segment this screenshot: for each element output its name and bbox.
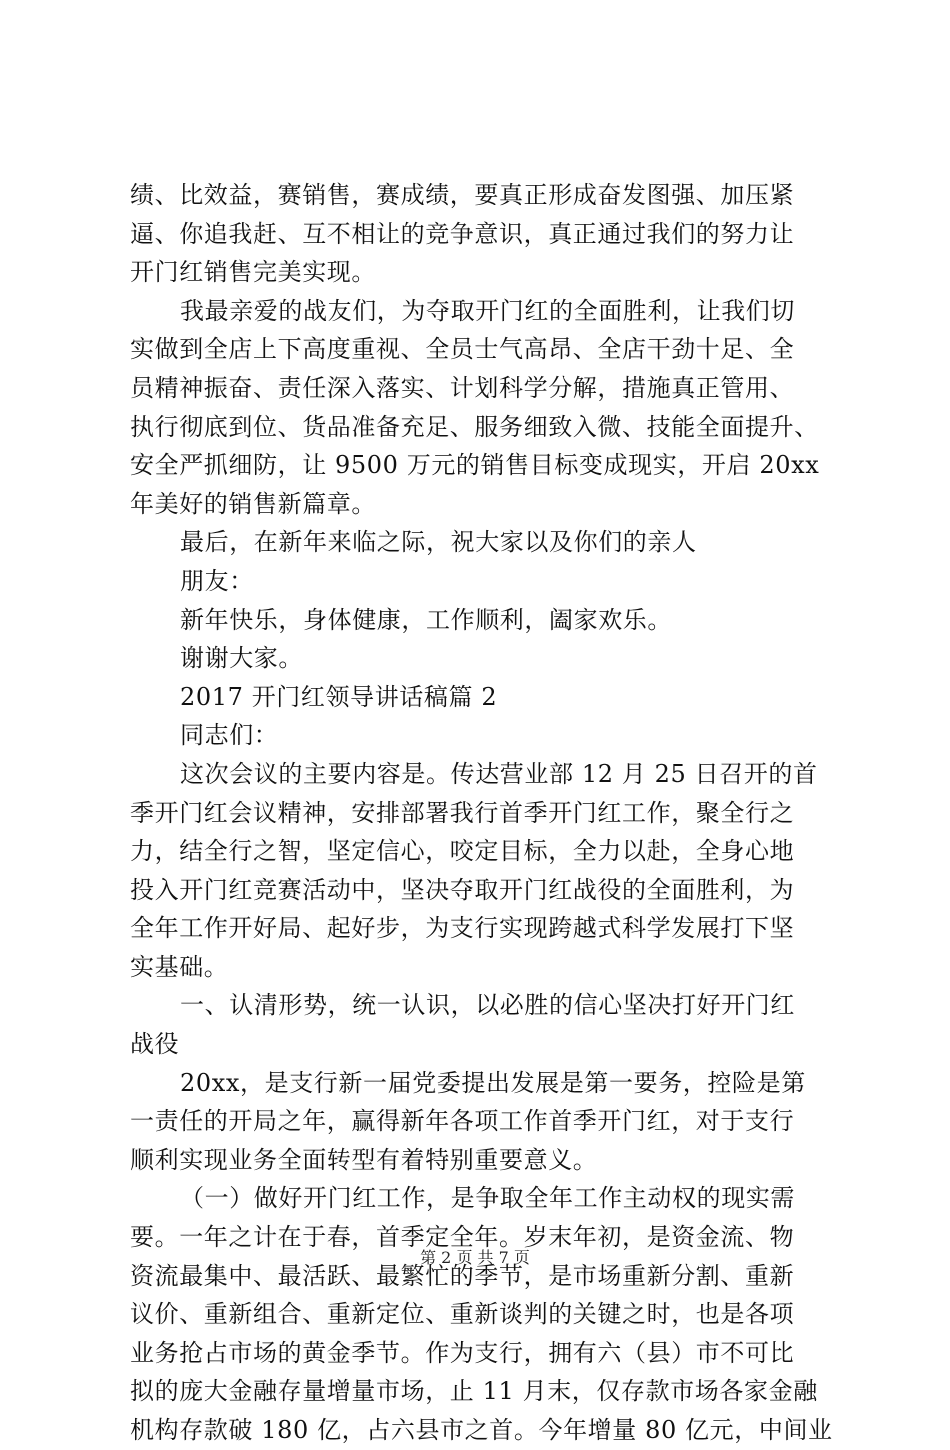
- text-line: 执行彻底到位、货品准备充足、服务细致入微、技能全面提升、: [130, 412, 819, 441]
- text-line: 一责任的开局之年，赢得新年各项工作首季开门红，对于支行: [130, 1107, 795, 1136]
- text-line: 朋友：: [180, 566, 254, 595]
- text-line: 实做到全店上下高度重视、全员士气高昂、全店干劲十足、全: [130, 335, 795, 364]
- text-line: 年美好的销售新篇章。: [130, 489, 376, 518]
- text-line: （一）做好开门红工作，是争取全年工作主动权的现实需: [180, 1184, 795, 1213]
- text-line: 谢谢大家。: [180, 644, 303, 673]
- text-line: 战役: [130, 1030, 180, 1059]
- text-line: 议价、重新组合、重新定位、重新谈判的关键之时，也是各项: [130, 1300, 795, 1329]
- text-line: 全年工作开好局、起好步，为支行实现跨越式科学发展打下坚: [130, 914, 795, 943]
- page-number-footer: 第 2 页 共 7 页: [420, 1248, 530, 1267]
- text-line: 季开门红会议精神，安排部署我行首季开门红工作，聚全行之: [130, 798, 795, 827]
- text-line: 资流最集中、最活跃、最繁忙的季节，是市场重新分割、重新: [130, 1261, 795, 1290]
- section-heading: 2017 开门红领导讲话稿篇 2: [180, 682, 498, 711]
- text-line: 力，结全行之智，坚定信心，咬定目标，全力以赴，全身心地: [130, 837, 795, 866]
- text-line: 顺利实现业务全面转型有着特别重要意义。: [130, 1145, 598, 1174]
- text-line: 员精神振奋、责任深入落实、计划科学分解，措施真正管用、: [130, 373, 795, 402]
- text-line: 一、认清形势，统一认识，以必胜的信心坚决打好开门红: [180, 991, 795, 1020]
- text-line: 投入开门红竞赛活动中，坚决夺取开门红战役的全面胜利，为: [130, 875, 795, 904]
- text-line: 业务抢占市场的黄金季节。作为支行，拥有六（县）市不可比: [130, 1338, 795, 1367]
- text-line: 20xx，是支行新一届党委提出发展是第一要务，控险是第: [180, 1068, 806, 1097]
- text-line: 拟的庞大金融存量增量市场，止 11 月末，仅存款市场各家金融: [130, 1377, 818, 1406]
- text-line: 同志们：: [180, 721, 279, 750]
- text-line: 逼、你追我赶、互不相让的竞争意识，真正通过我们的努力让: [130, 219, 795, 248]
- text-line: 新年快乐，身体健康，工作顺利，阖家欢乐。: [180, 605, 672, 634]
- text-line: 机构存款破 180 亿，占六县市之首。今年增量 80 亿元，中间业: [130, 1416, 833, 1444]
- text-line: 我最亲爱的战友们，为夺取开门红的全面胜利，让我们切: [180, 296, 795, 325]
- text-line: 实基础。: [130, 952, 229, 981]
- text-line: 这次会议的主要内容是。传达营业部 12 月 25 日召开的首: [180, 759, 818, 788]
- text-line: 安全严抓细防，让 9500 万元的销售目标变成现实，开启 20xx: [130, 451, 820, 480]
- text-line: 开门红销售完美实现。: [130, 258, 376, 287]
- text-line: 最后，在新年来临之际，祝大家以及你们的亲人: [180, 528, 697, 557]
- text-line: 绩、比效益，赛销售，赛成绩，要真正形成奋发图强、加压紧: [130, 181, 795, 209]
- text-line: 要。一年之计在于春，首季定全年。岁末年初，是资金流、物: [130, 1223, 795, 1252]
